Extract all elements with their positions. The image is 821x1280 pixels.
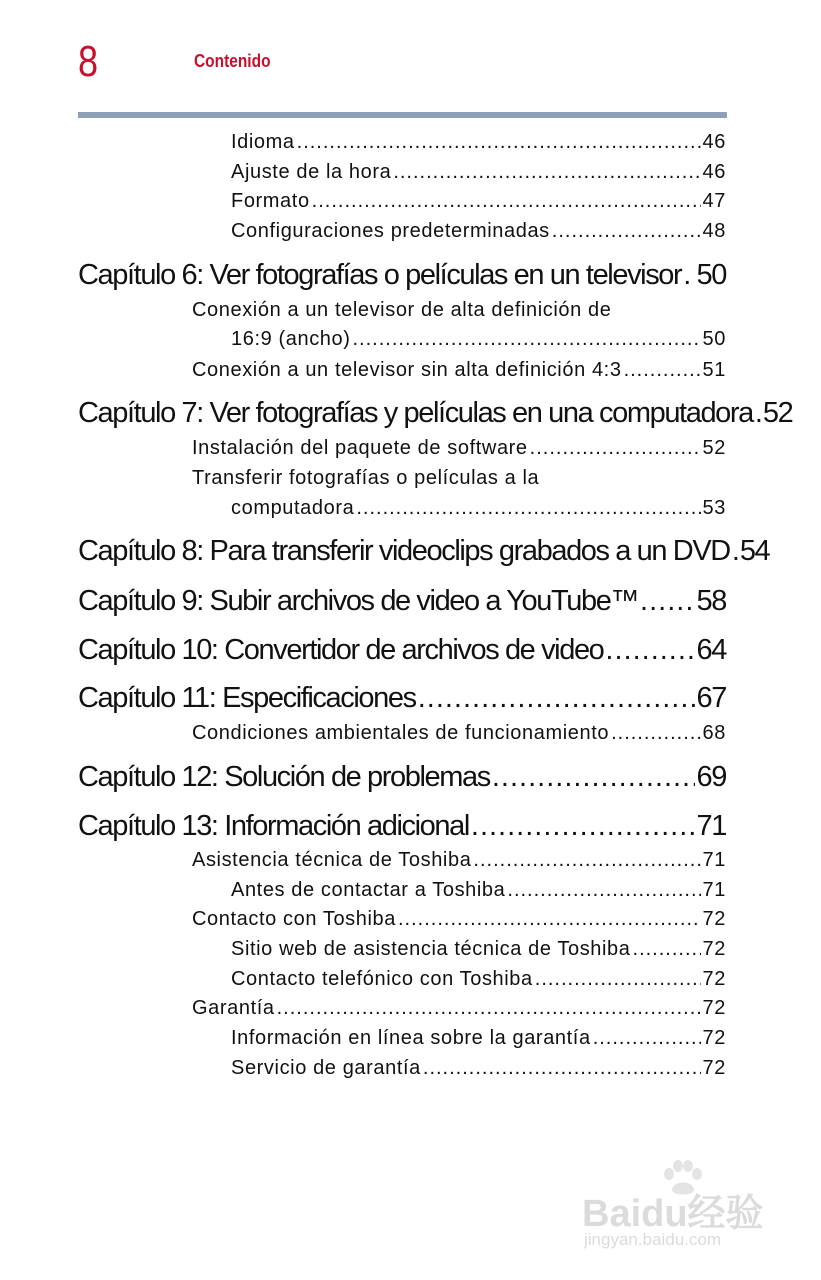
- toc-entry[interactable]: Configuraciones predeterminadas ..... 48: [231, 219, 726, 243]
- toc-chapter[interactable]: Capítulo 9: Subir archivos de video a YouTube™ ..... 58: [78, 584, 726, 618]
- toc-entry[interactable]: Idioma ..... 46: [231, 130, 726, 154]
- toc-chapter[interactable]: Capítulo 7: Ver fotografías y películas en una computadora ..... 52: [78, 396, 726, 430]
- toc-entry[interactable]: Condiciones ambientales de funcionamiento ..... 68: [192, 721, 726, 745]
- toc-entry[interactable]: Instalación del paquete de software ..... 52: [192, 436, 726, 460]
- toc-entry[interactable]: 16:9 (ancho) ..... 50: [231, 327, 726, 351]
- toc-entry[interactable]: computadora ..... 53: [231, 496, 726, 520]
- toc-chapter[interactable]: Capítulo 10: Convertidor de archivos de video ..... 64: [78, 633, 726, 667]
- toc-entry[interactable]: Conexión a un televisor sin alta definición 4:3 ..... 51: [192, 358, 726, 382]
- toc-entry-line1[interactable]: Transferir fotografías o películas a la: [192, 467, 540, 489]
- header-rule: [78, 112, 727, 118]
- toc-entry[interactable]: Garantía ..... 72: [192, 996, 726, 1020]
- toc-entry-line1[interactable]: Conexión a un televisor de alta definición de: [192, 299, 612, 321]
- toc-chapter[interactable]: Capítulo 11: Especificaciones ..... 67: [78, 681, 726, 715]
- toc-entry[interactable]: Información en línea sobre la garantía ..... 72: [231, 1026, 726, 1050]
- toc-entry[interactable]: Contacto con Toshiba ..... 72: [192, 907, 726, 931]
- toc-entry[interactable]: Ajuste de la hora ..... 46: [231, 160, 726, 184]
- paw-icon: [660, 1160, 704, 1198]
- toc-chapter[interactable]: Capítulo 12: Solución de problemas ..... 69: [78, 760, 726, 794]
- toc-entry[interactable]: Servicio de garantía ..... 72: [231, 1056, 726, 1080]
- toc-entry[interactable]: Formato ..... 47: [231, 189, 726, 213]
- baidu-watermark: [582, 1160, 782, 1260]
- toc-entry[interactable]: Contacto telefónico con Toshiba ..... 72: [231, 967, 726, 991]
- toc-chapter[interactable]: Capítulo 13: Información adicional ..... 71: [78, 809, 726, 843]
- toc-entry[interactable]: Asistencia técnica de Toshiba ..... 71: [192, 848, 726, 872]
- running-head: Contenido: [194, 51, 271, 71]
- watermark-url: jingyan.baidu.com: [584, 1230, 722, 1249]
- watermark-brand: Baidu经验: [582, 1193, 764, 1235]
- toc-entry[interactable]: Sitio web de asistencia técnica de Toshiba ..... 72: [231, 937, 726, 961]
- toc-chapter[interactable]: Capítulo 6: Ver fotografías o películas en un televisor ..... 50: [78, 258, 726, 292]
- toc-entry[interactable]: Antes de contactar a Toshiba ..... 71: [231, 878, 726, 902]
- page-number: 8: [78, 37, 99, 86]
- toc-chapter[interactable]: Capítulo 8: Para transferir videoclips grabados a un DVD ..... 54: [78, 534, 726, 568]
